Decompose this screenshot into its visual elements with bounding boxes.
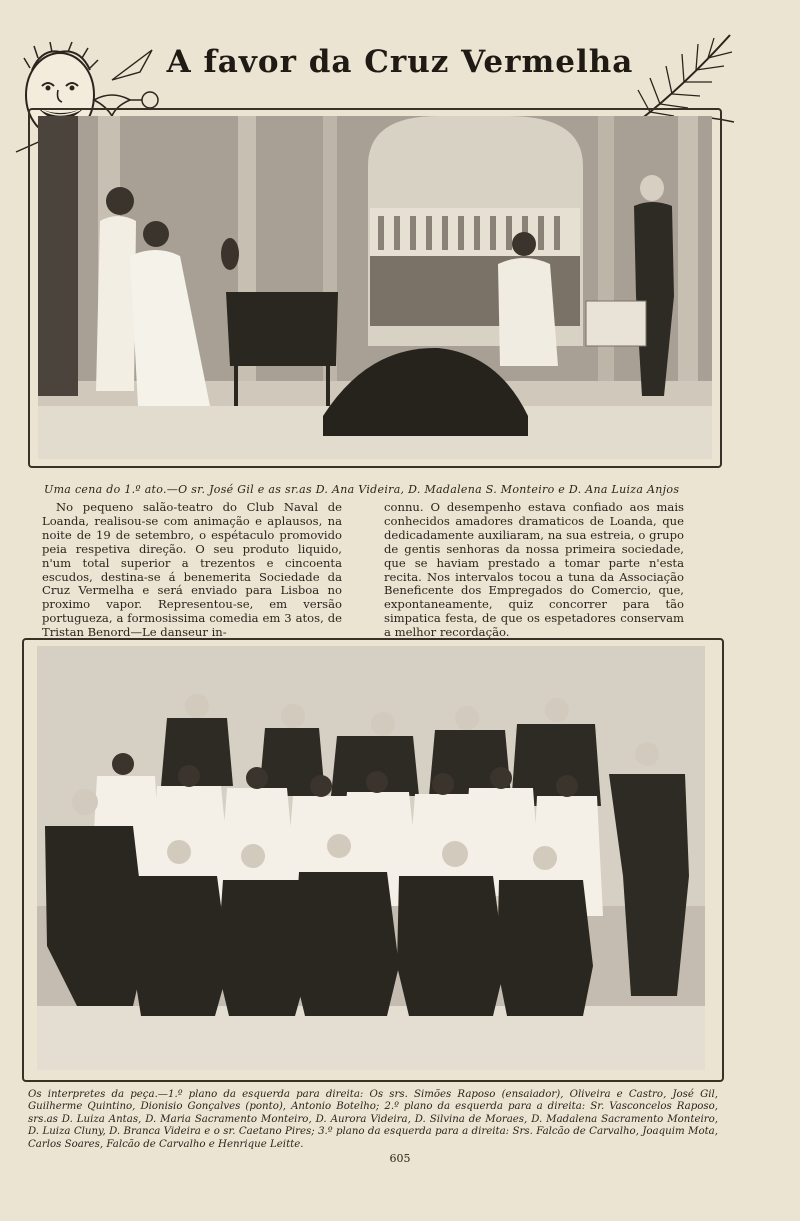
article-column-right: connu. O desempenho estava confiado aos mais conhecidos amadores dramaticos de Loanda, que dedicadamente auxiliaram, na sua estreia, o grupo de gentis senhoras da nossa primeira sociedade, que se haviam prestado a tomar parte n'esta recita. Nos intervalos tocou a tuna da Associação Beneficente dos Empregados do Comercio, que, expontaneamente, quiz concorrer para tão simpatica festa, de que os espetadores conservam a melhor recordação. <box>384 500 684 640</box>
page-title: A favor da Cruz Vermelha <box>166 44 634 80</box>
article-column-left: No pequeno salão-teatro do Club Naval de Loanda, realisou-se com animação e aplausos, na noite de 19 de setembro, o espétaculo promovido peia respetiva direção. O seu produto liquido, n'um total superior a trezentos e cincoenta escudos, destina-se á benemerita Sociedade da Cruz Vermelha e será enviado para Lisboa no proximo vapor. Representou-se, em versão portugueza, a formosissima comedia em 3 atos, de Tristan Benord—Le danseur in- <box>42 500 342 640</box>
photo-caption-scene: Uma cena do 1.º ato.—O sr. José Gil e as sr.as D. Ana Videira, D. Madalena S. Monteiro e D. Ana Luiza Anjos <box>44 483 680 496</box>
cast-group-photo <box>37 646 705 1070</box>
photo-caption-cast: Os interpretes da peça.—1.º plano da esquerda para direita: Os srs. Simões Raposo (ensaiador), Oliveira e Castro, José Gil, Guilherme Quintino, Dionisio Gonçalves (ponto), Antonio Botelho; 2.º plano da esquerda para a direita: Sr. Vasconcelos Raposo, srs.as D. Luiza Antas, D. Maria Sacramento Monteiro, D. Aurora Videira, D. Silvina de Moraes, D. Madalena Sacramento Monteiro, D. Luiza Cluny, D. Branca Videira e o sr. Caetano Pires; 3.º plano da esquerda para a direita: Srs. Falcão de Carvalho, Joaquim Mota, Carlos Soares, Falcão de Carvalho e Henrique Leitte. <box>28 1089 718 1150</box>
page-number: 605 <box>389 1152 411 1165</box>
stage-scene-photo <box>38 116 712 459</box>
